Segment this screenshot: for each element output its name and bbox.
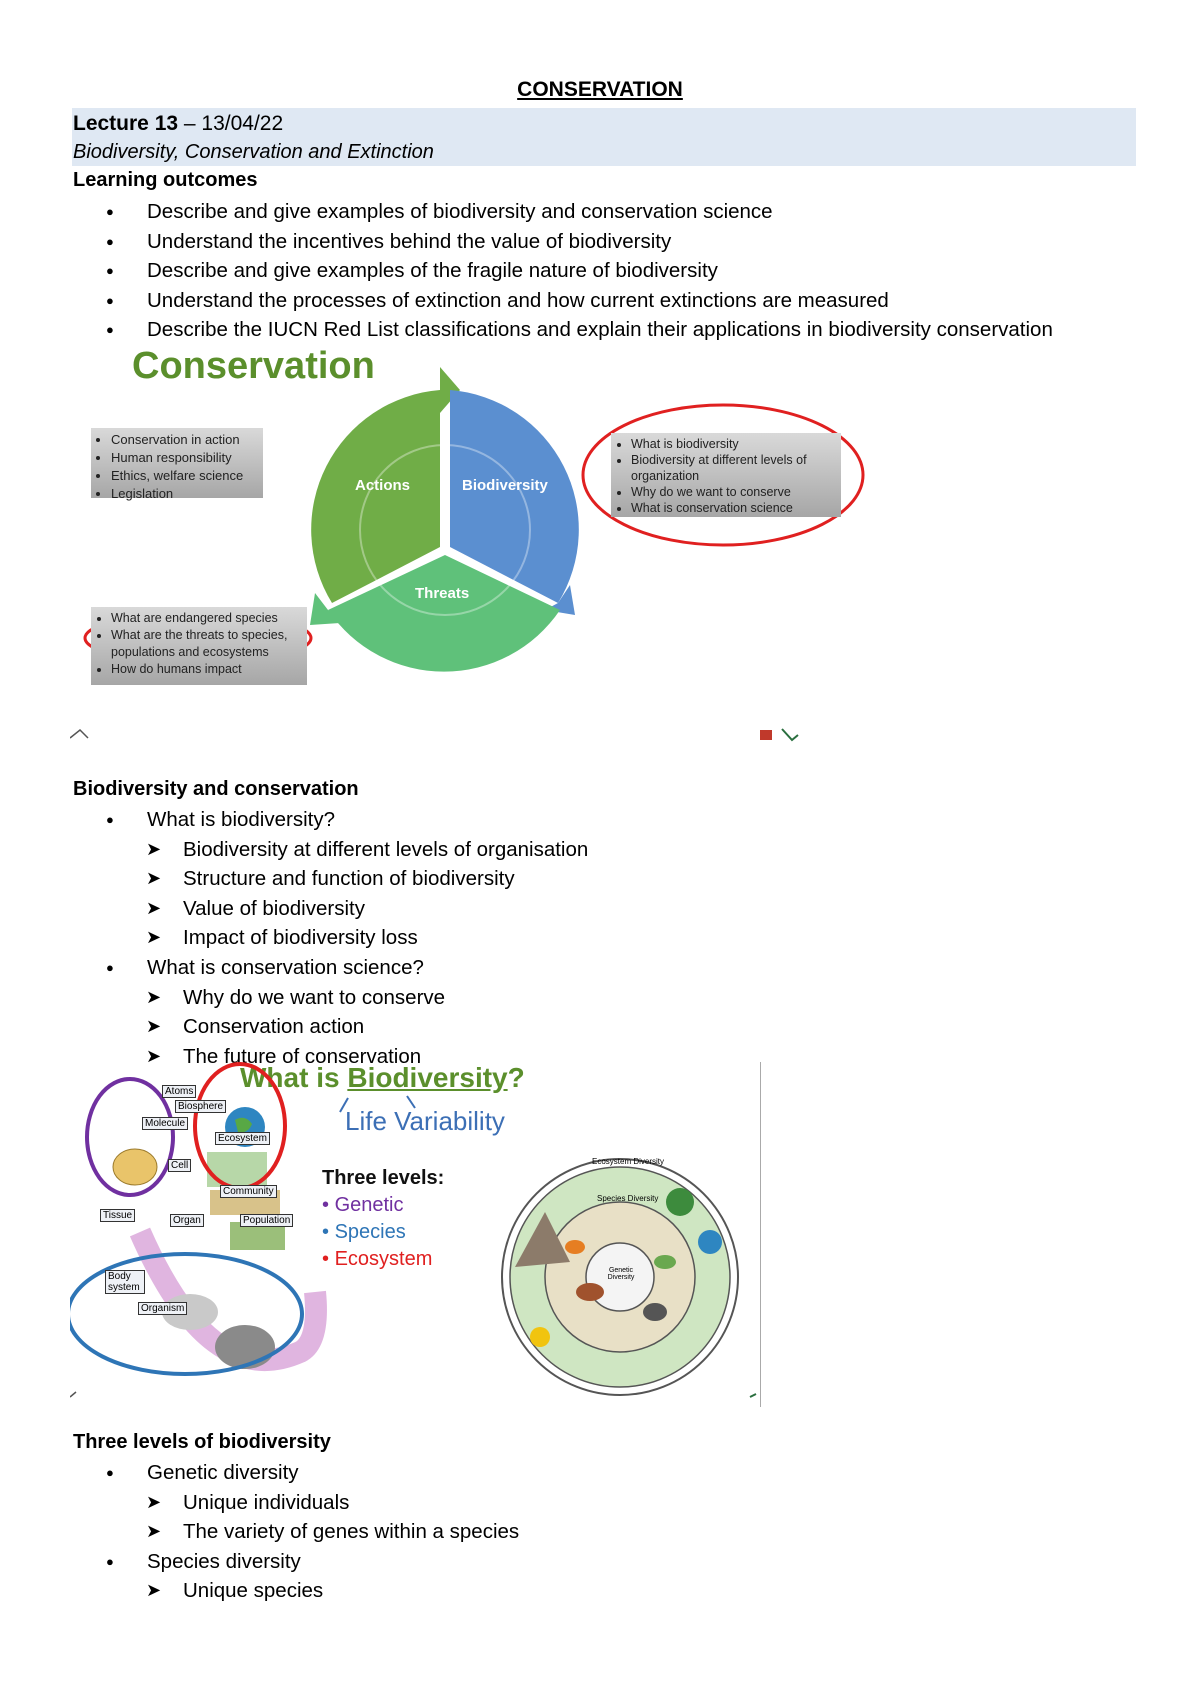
level-label: Ecosystem — [334, 1248, 433, 1270]
ring-label: Species Diversity — [597, 1194, 659, 1203]
list-item: ● Describe and give examples of the fragile nature of biodiversity — [100, 256, 1180, 286]
lecture-date: 13/04/22 — [201, 112, 284, 135]
list-item: • How do humans impact — [111, 661, 301, 678]
cycle-diagram — [70, 345, 880, 750]
level-label: Genetic — [334, 1194, 404, 1216]
level-tag: Cell — [168, 1159, 191, 1172]
level-tag: Molecule — [142, 1117, 188, 1130]
level-tag: Atoms — [162, 1085, 196, 1098]
list-item: ● What is conservation science? — [100, 953, 1180, 983]
biodiversity-conservation-list — [100, 805, 1180, 1071]
biodiversity-conservation-heading: Biodiversity and conservation — [73, 778, 359, 800]
animal-icon — [643, 1303, 667, 1321]
level-species: • Species — [322, 1221, 406, 1243]
bird-icon — [565, 1240, 585, 1254]
corner-mark-icon — [70, 1392, 76, 1397]
cycle-label-threats: Threats — [415, 585, 470, 602]
frog-icon — [654, 1255, 676, 1269]
level-genetic: • Genetic — [322, 1194, 404, 1216]
list-item: • Biodiversity at different levels of organization — [631, 452, 835, 484]
small-logo-icon — [760, 729, 798, 740]
list-item: ● Describe and give examples of biodiversity and conservation science — [100, 197, 1180, 227]
level-tag: Population — [240, 1214, 293, 1227]
document-title: CONSERVATION — [517, 78, 683, 101]
cycle-label-biodiversity: Biodiversity — [462, 477, 548, 494]
biodiversity-info-box — [611, 433, 841, 517]
sub-list-item: ➤ Structure and function of biodiversity — [100, 864, 1180, 894]
level-tag: Community — [220, 1185, 277, 1198]
level-label: Species — [334, 1221, 406, 1243]
sub-list-item: ➤ The variety of genes within a species — [100, 1517, 1180, 1547]
list-item: ● What is biodiversity? — [100, 805, 1180, 835]
list-item: • Ethics, welfare science — [111, 467, 257, 485]
three-levels-legend — [322, 1165, 444, 1273]
sub-list-item: ➤ Unique species — [100, 1576, 1180, 1606]
list-item: ● Species diversity — [100, 1547, 1180, 1577]
sub-list-item: ➤ Unique individuals — [100, 1488, 1180, 1518]
level-tag: Biosphere — [175, 1100, 226, 1113]
ring-label: Genetic Diversity — [607, 1267, 635, 1281]
list-item: ● Genetic diversity — [100, 1458, 1180, 1488]
threats-info-box — [91, 607, 307, 685]
sub-list-item: ➤ The future of conservation — [100, 1042, 1180, 1072]
level-tag: Organism — [138, 1302, 187, 1315]
learning-outcomes-list — [100, 197, 1180, 345]
three-levels-heading: Three levels of biodiversity — [73, 1431, 331, 1453]
title-prefix: What is — [240, 1062, 348, 1093]
level-tag: Tissue — [100, 1209, 135, 1222]
actions-info-box — [91, 428, 263, 501]
elephant-icon — [215, 1325, 275, 1369]
list-item: • What are the threats to species, populations and ecosystems — [111, 627, 301, 661]
animal-icon — [576, 1283, 604, 1301]
level-tag: Organ — [170, 1214, 204, 1227]
list-item: ● Understand the incentives behind the value of biodiversity — [100, 227, 1180, 257]
lecture-heading — [73, 112, 283, 136]
list-item: ● Understand the processes of extinction and how current extinctions are measured — [100, 286, 1180, 316]
title-word: Biodiversity — [347, 1062, 508, 1093]
list-item: • Conservation in action — [111, 431, 257, 449]
cycle-label-actions: Actions — [355, 477, 411, 494]
conservation-cycle-figure — [70, 345, 880, 750]
cell-icon — [113, 1149, 157, 1185]
corner-mark-icon — [70, 730, 88, 738]
tree-icon — [666, 1188, 694, 1216]
list-item: • Human responsibility — [111, 449, 257, 467]
level-ecosystem: • Ecosystem — [322, 1248, 433, 1270]
flower-icon — [530, 1327, 550, 1347]
list-item: • What are endangered species — [111, 610, 301, 627]
sub-list-item: ➤ Why do we want to conserve — [100, 983, 1180, 1013]
list-item: ● Describe the IUCN Red List classifications and explain their applications in biodiversity conservation — [100, 315, 1180, 345]
figure-subtitle: Life Variability — [345, 1106, 505, 1136]
sub-list-item: ➤ Conservation action — [100, 1012, 1180, 1042]
lecture-subtitle: Biodiversity, Conservation and Extinction — [73, 141, 434, 163]
list-item: • Why do we want to conserve — [631, 484, 835, 500]
sub-list-item: ➤ Value of biodiversity — [100, 894, 1180, 924]
title-suffix: ? — [507, 1062, 525, 1093]
list-item: • What is conservation science — [631, 500, 835, 516]
three-levels-list — [100, 1458, 1180, 1606]
what-is-biodiversity-figure — [70, 1062, 761, 1407]
list-item: • Legislation — [111, 485, 257, 503]
list-item: • What is biodiversity — [631, 436, 835, 452]
arrow-icon — [340, 1098, 348, 1112]
sub-list-item: ➤ Biodiversity at different levels of organisation — [100, 835, 1180, 865]
ring-label: Ecosystem Diversity — [592, 1157, 665, 1166]
arrow-icon — [407, 1096, 415, 1108]
lecture-dash: – — [178, 112, 202, 135]
water-icon — [698, 1230, 722, 1254]
learning-outcomes-heading: Learning outcomes — [73, 169, 258, 191]
sub-list-item: ➤ Impact of biodiversity loss — [100, 923, 1180, 953]
level-tag: Ecosystem — [215, 1132, 270, 1145]
level-tag: Body system — [105, 1270, 145, 1294]
lecture-label: Lecture 13 — [73, 112, 179, 135]
levels-heading: Three levels: — [322, 1167, 445, 1189]
corner-mark-icon — [750, 1394, 756, 1397]
figure-title: Conservation — [132, 345, 375, 387]
